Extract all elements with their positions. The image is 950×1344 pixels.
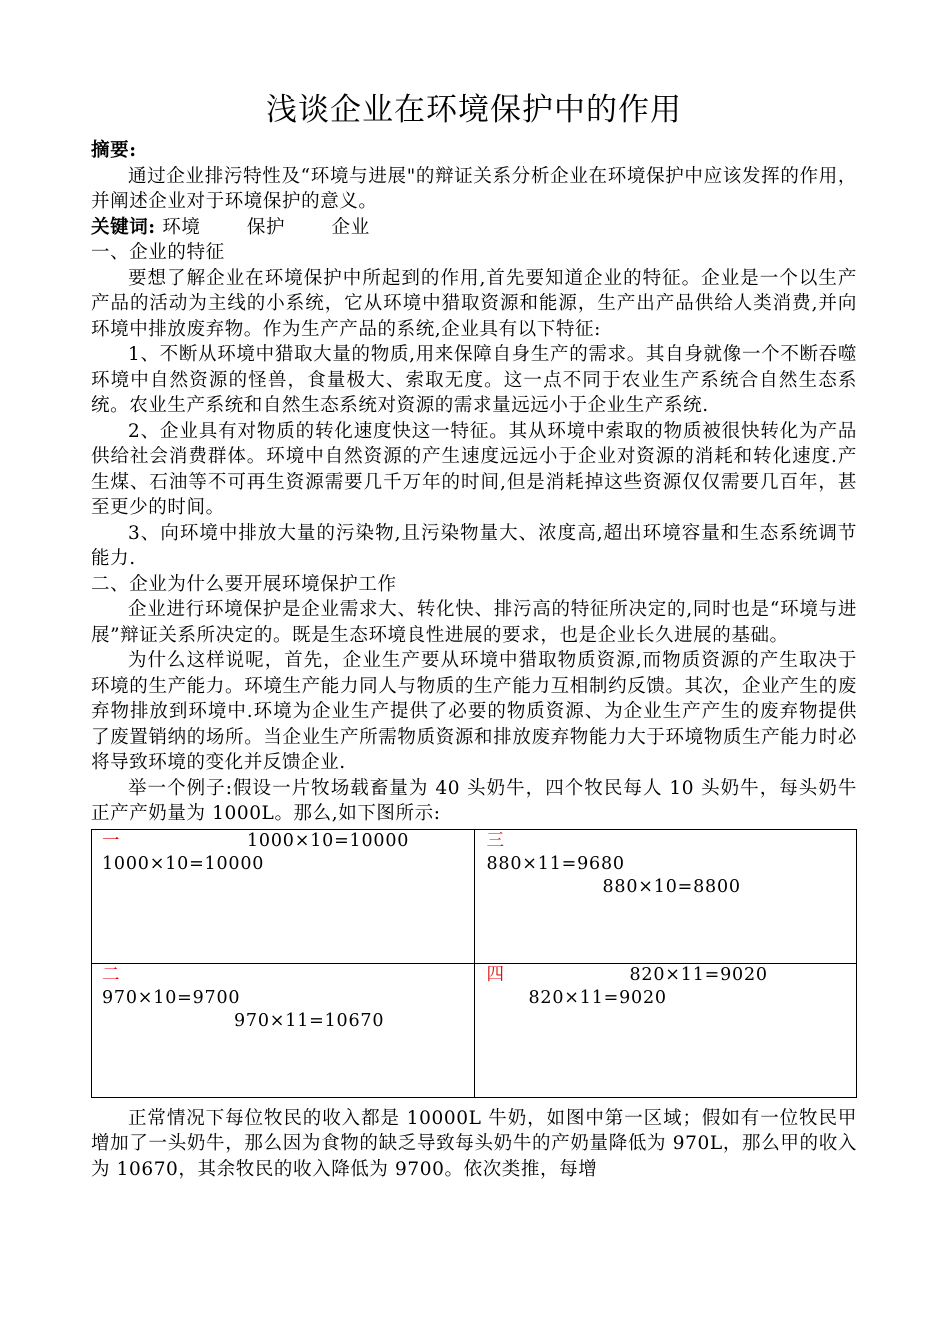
grid-cell-4 (474, 963, 857, 1097)
keywords-label: 关键词: (91, 216, 156, 238)
document-page (91, 88, 857, 1182)
section2-para3: 举一个例子:假设一片牧场载畜量为 40 头奶牛，四个牧民每人 10 头奶牛，每头奶牛正产产奶量为 1000L。那么,如下图所示: (91, 777, 857, 824)
section1-heading: 一、企业的特征 (91, 242, 225, 263)
grid-cell-3 (474, 829, 857, 963)
section2-heading: 二、企业为什么要开展环境保护工作 (91, 573, 397, 595)
section1-item2: 2、企业具有对物质的转化速度快这一特征。其从环境中索取的物质被很快转化为产品供给社会消费群体。环境中自然资源的产生速度远远小于企业对资源的消耗和转化速度.产生煤、石油等不可再生资源需要几千万年的时间,但是消耗掉这些资源仅仅需要几百年，甚至更少的时间。 (91, 420, 857, 518)
section2-para1: 企业进行环境保护是企业需求大、转化快、排污高的特征所决定的,同时也是“环境与进展”辩证关系所决定的。既是生态环境良性进展的要求，也是企业长久进展的基础。 (91, 599, 857, 646)
grid-cell-formula: 880×10=8800 (602, 876, 741, 897)
section2-para2: 为什么这样说呢，首先，企业生产要从环境中猎取物质资源,而物质资源的产生取决于环境的生产能力。环境生产能力同人与物质的生产能力互相制约反馈。其次，企业产生的废弃物排放到环境中.环境为企业生产提供了必要的物质资源、为企业生产产生的废弃物提供了废置销纳的场所。当企业生产所需物质资源和排放废弃物能力大于环境物质生产能力时必将导致环境的变化并反馈企业. (91, 650, 857, 773)
abstract-heading: 摘要: (91, 140, 137, 161)
keywords-line (91, 215, 857, 241)
grid-cell-label: 三 (486, 830, 505, 851)
grid-cell-formula: 970×11=10670 (234, 1010, 385, 1031)
grid-cell-formula: 970×10=9700 (102, 987, 241, 1008)
grid-cell-formula: 820×11=9020 (528, 987, 667, 1008)
grid-cell-formula: 1000×10=10000 (247, 830, 410, 851)
grid-cell-label: 一 (102, 830, 121, 851)
section1-item3: 3、向环境中排放大量的污染物,且污染物量大、浓度高,超出环境容量和生态系统调节能力. (91, 522, 857, 569)
grid-cell-label: 四 (486, 964, 505, 985)
section2-para4: 正常情况下每位牧民的收入都是 10000L 牛奶，如图中第一区域；假如有一位牧民甲增加了一头奶牛，那么因为食物的缺乏导致每头奶牛的产奶量降低为 970L，那么甲的收入为 10670，其余牧民的收入降低为 9700。依次类推，每增 (91, 1107, 857, 1180)
grid-cell-2 (92, 963, 475, 1097)
pasture-grid-table (91, 829, 857, 1098)
grid-cell-1 (92, 829, 475, 963)
grid-cell-formula: 1000×10=10000 (102, 853, 265, 874)
grid-cell-formula: 820×11=9020 (629, 964, 768, 985)
abstract-text: 通过企业排污特性及“环境与进展"的辩证关系分析企业在环境保护中应该发挥的作用，并阐述企业对于环境保护的意义。 (91, 165, 857, 212)
keyword-item: 保护 (246, 216, 286, 238)
keyword-item: 环境 (162, 216, 201, 238)
grid-cell-formula: 880×11=9680 (486, 853, 625, 874)
document-title: 浅谈企业在环境保护中的作用 (266, 92, 682, 128)
keyword-item: 企业 (331, 216, 370, 238)
section1-intro: 要想了解企业在环境保护中所起到的作用,首先要知道企业的特征。企业是一个以生产产品的活动为主线的小系统，它从环境中猎取资源和能源，生产出产品供给人类消费,并向环境中排放废弃物。作为生产产品的系统,企业具有以下特征: (91, 267, 857, 340)
section1-item1: 1、不断从环境中猎取大量的物质,用来保障自身生产的需求。其自身就像一个不断吞噬环境中自然资源的怪兽，食量极大、索取无度。这一点不同于农业生产系统合自然生态系统。农业生产系统和自然生态系统对资源的需求量远远小于企业生产系统. (91, 344, 857, 416)
grid-cell-label: 二 (102, 964, 121, 985)
